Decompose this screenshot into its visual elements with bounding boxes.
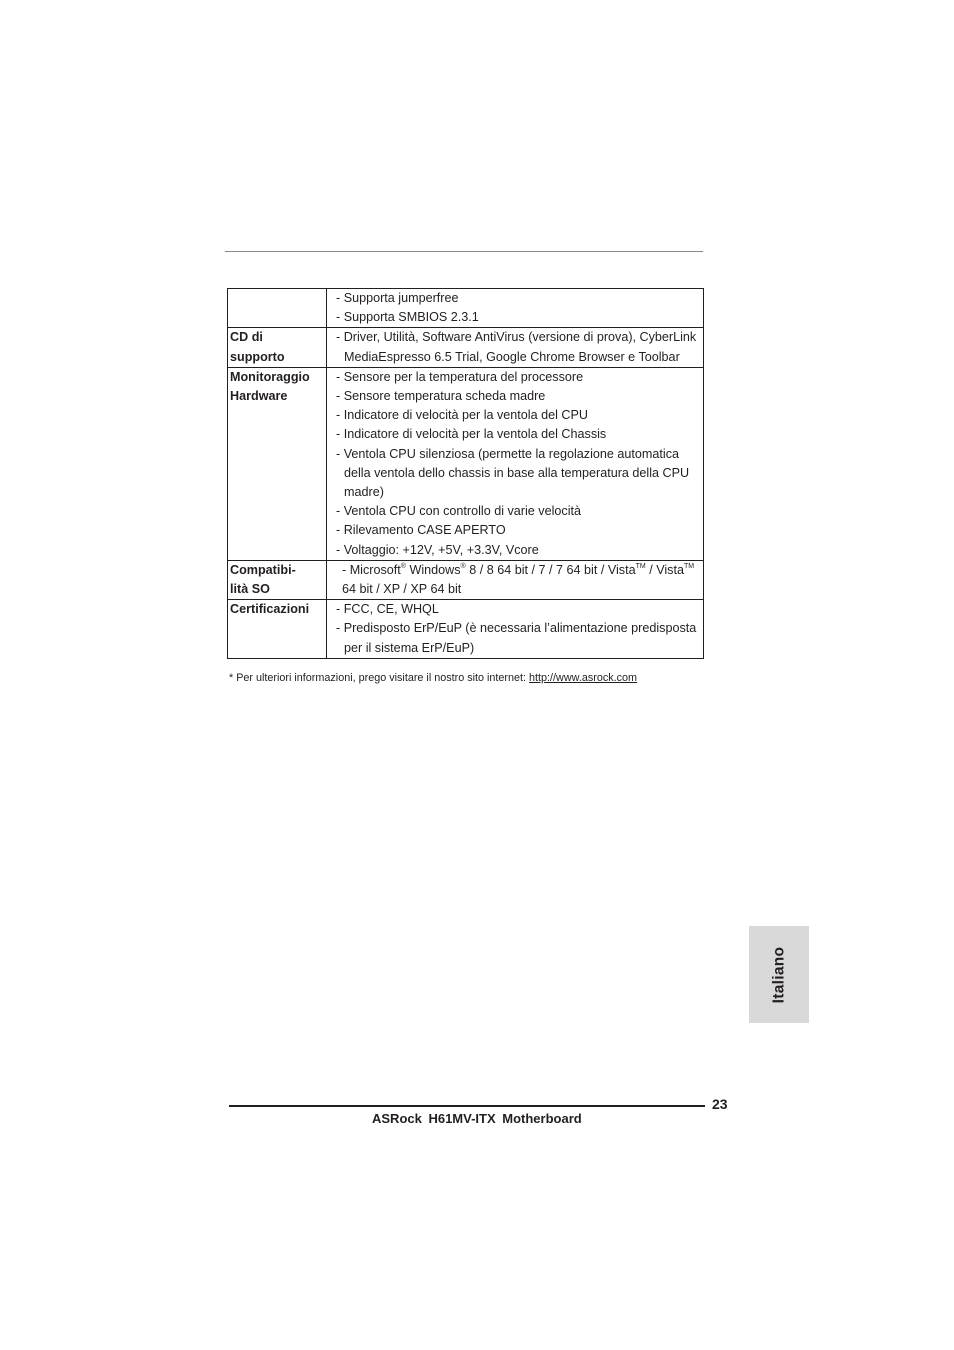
- row-label-cell: [228, 600, 327, 659]
- footer-rule: [229, 1105, 705, 1107]
- row-content-cell: [327, 367, 704, 560]
- row-label-cell: [228, 367, 327, 560]
- trademark-mark: TM: [635, 562, 646, 570]
- website-link[interactable]: http://www.asrock.com: [529, 672, 638, 684]
- list-item: - FCC, CE, WHQL: [336, 602, 439, 617]
- trademark-mark: TM: [684, 562, 695, 570]
- os-support-line-2: 64 bit / XP / XP 64 bit: [342, 582, 462, 597]
- list-item: - Sensore temperatura scheda madre: [336, 389, 546, 404]
- footnote: [229, 672, 637, 684]
- row-label: Monitoraggio Hardware: [230, 369, 310, 404]
- os-text: Windows: [405, 562, 461, 577]
- table-row: [228, 289, 704, 328]
- language-tab: [749, 926, 809, 1023]
- spec-table: [227, 288, 704, 659]
- list-item: - Ventola CPU con controllo di varie velocità: [336, 504, 581, 519]
- list-item: - Voltaggio: +12V, +5V, +3.3V, Vcore: [336, 542, 539, 557]
- list-item: - Rilevamento CASE APERTO: [336, 523, 506, 538]
- list-item: - Sensore per la temperatura del processore: [336, 369, 584, 384]
- row-content-cell: [327, 289, 704, 328]
- list-item: - Indicatore di velocità per la ventola del Chassis: [336, 427, 607, 442]
- table-row: [228, 328, 704, 367]
- row-label: Compatibi- lità SO: [230, 562, 296, 597]
- table-row: [228, 600, 704, 659]
- table-row: [228, 367, 704, 560]
- list-item: - Predisposto ErP/EuP (è necessaria l’alimentazione predisposta per il sistema ErP/EuP): [336, 621, 697, 655]
- row-content-cell: [327, 328, 704, 367]
- row-label: Certificazioni: [230, 602, 310, 617]
- language-tab-label: Italiano: [769, 946, 787, 1003]
- os-text: 8 / 8 64 bit / 7 / 7 64 bit / Vista: [465, 562, 636, 577]
- list-item: - Supporta SMBIOS 2.3.1: [336, 310, 479, 325]
- row-content-cell: [327, 600, 704, 659]
- os-text: / Vista: [645, 562, 684, 577]
- page-number: 23: [712, 1096, 728, 1112]
- footer-title: ASRock H61MV-ITX Motherboard: [372, 1111, 582, 1126]
- registered-mark: ®: [460, 562, 466, 570]
- row-content-cell: [327, 560, 704, 599]
- list-item: - Indicatore di velocità per la ventola del CPU: [336, 408, 589, 423]
- os-text: - Microsoft: [342, 562, 401, 577]
- footnote-text: * Per ulteriori informazioni, prego visitare il nostro sito internet:: [229, 672, 530, 684]
- row-label: CD di supporto: [230, 330, 285, 364]
- list-item: - Supporta jumperfree: [336, 291, 459, 305]
- row-label-cell: [228, 328, 327, 367]
- header-rule: [225, 251, 703, 252]
- table-row: [228, 560, 704, 599]
- list-item: - Driver, Utilità, Software AntiVirus (versione di prova), CyberLink MediaEspresso 6.5 Trial, Google Chrome Browser e Toolbar: [336, 330, 697, 364]
- registered-mark: ®: [400, 562, 406, 570]
- row-label-cell: [228, 560, 327, 599]
- row-label-cell: [228, 289, 327, 328]
- list-item: - Ventola CPU silenziosa (permette la regolazione automatica della ventola dello chassis in base alla temperatura della CPU madre): [336, 446, 690, 500]
- os-support-line: [336, 561, 703, 580]
